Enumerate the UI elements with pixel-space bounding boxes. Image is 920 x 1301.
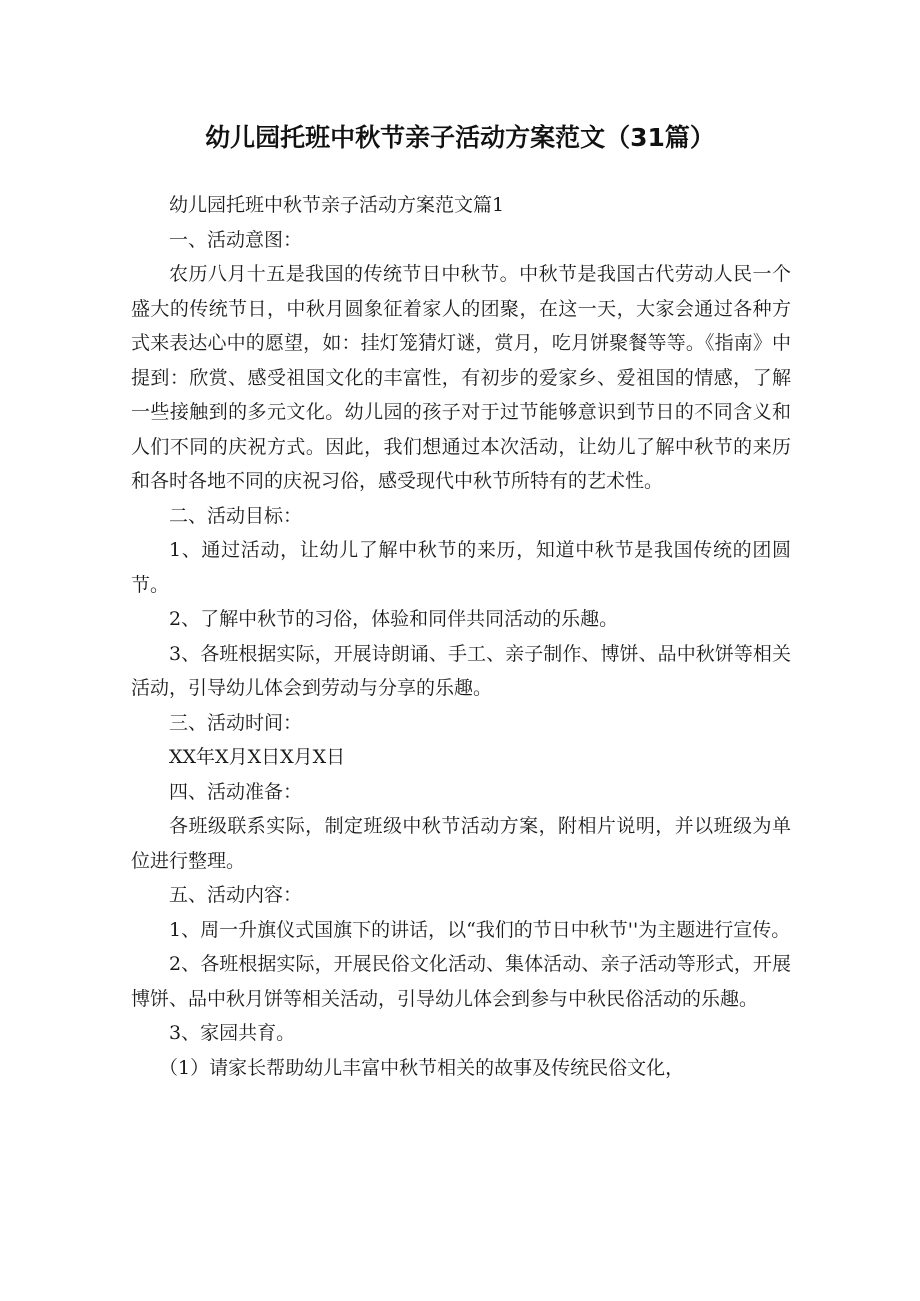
paragraph: 农历八月十五是我国的传统节日中秋节。中秋节是我国古代劳动人民一个盛大的传统节日，中秋月圆象征着家人的团聚，在这一天，大家会通过各种方式来表达心中的愿望，如：挂灯笼猜灯谜，赏月，吃月饼聚餐等等。《指南》中提到：欣赏、感受祖国文化的丰富性，有初步的爱家乡、爱祖国的情感，了解一些接触到的多元文化。幼儿园的孩子对于过节能够意识到节日的不同含义和人们不同的庆祝方式。因此，我们想通过本次活动，让幼儿了解中秋节的来历和各时各地不同的庆祝习俗，感受现代中秋节所特有的艺术性。 (131, 263, 791, 492)
document-title: 幼儿园托班中秋节亲子活动方案范文（31篇） (205, 123, 715, 152)
paragraph: 一、活动意图： (169, 228, 303, 251)
paragraph: 各班级联系实际，制定班级中秋节活动方案，附相片说明，并以班级为单位进行整理。 (131, 815, 791, 872)
paragraph: XX年X月X日X月X日 (169, 746, 346, 768)
paragraph: 3、各班根据实际，开展诗朗诵、手工、亲子制作、博饼、品中秋饼等相关活动，引导幼儿体会到劳动与分享的乐趣。 (131, 642, 791, 699)
paragraph: 2、各班根据实际，开展民俗文化活动、集体活动、亲子活动等形式，开展博饼、品中秋月饼等相关活动，引导幼儿体会到参与中秋民俗活动的乐趣。 (131, 953, 791, 1010)
document-body (131, 188, 791, 1085)
paragraph: 三、活动时间： (169, 711, 303, 734)
paragraph: （1）请家长帮助幼儿丰富中秋节相关的故事及传统民俗文化， (159, 1056, 685, 1079)
paragraph: 幼儿园托班中秋节亲子活动方案范文篇1 (169, 194, 505, 216)
paragraph: 五、活动内容： (169, 884, 303, 906)
paragraph: 3、家园共育。 (169, 1022, 296, 1044)
paragraph: 四、活动准备： (169, 780, 303, 803)
paragraph: 2、了解中秋节的习俗，体验和同伴共同活动的乐趣。 (169, 608, 619, 630)
paragraph: 1、通过活动，让幼儿了解中秋节的来历，知道中秋节是我国传统的团圆节。 (131, 539, 791, 596)
paragraph: 1、周一升旗仪式国旗下的讲话，以“我们的节日中秋节''为主题进行宣传。 (169, 918, 791, 941)
paragraph: 二、活动目标： (169, 504, 303, 527)
